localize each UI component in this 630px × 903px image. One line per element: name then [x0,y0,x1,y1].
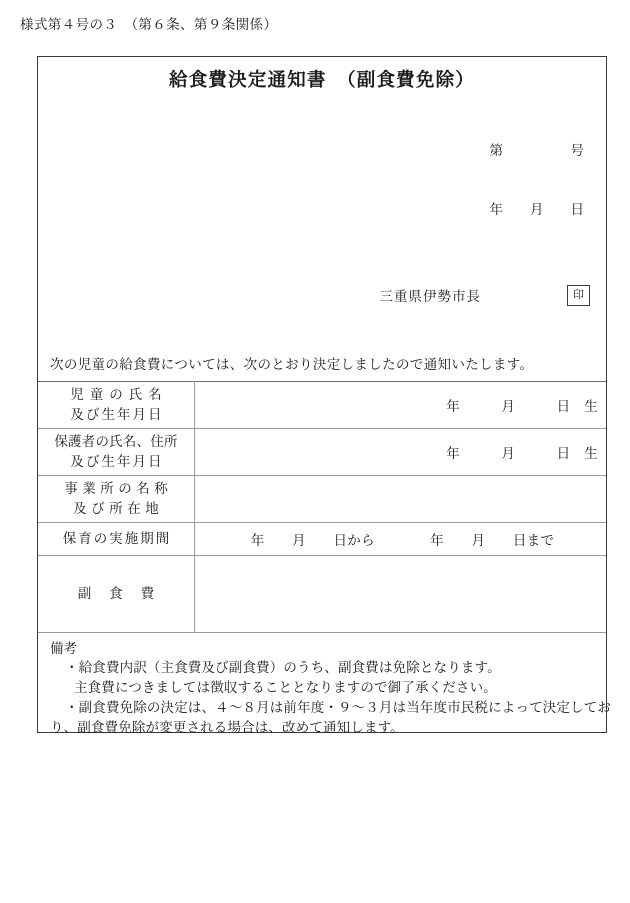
table-row [38,522,606,555]
document-frame [37,56,611,736]
row-value-facility[interactable] [195,475,607,522]
table-row [38,428,606,475]
remarks-section [38,633,611,739]
row-label-facility [38,475,195,522]
row-label-line2: 及び生年月日 [70,453,164,469]
document-date-line: 年 月 日 [489,201,584,217]
row-label-guardian [38,428,195,475]
row-label-side-dish-fee [38,555,195,632]
row-value-care-period[interactable] [195,522,607,555]
table-row [38,381,606,428]
remarks-title: 備考 [50,640,78,656]
decision-table [38,381,606,633]
table-row [38,555,606,632]
row-value-side-dish-fee[interactable] [195,555,607,632]
row-label-line1: 副食費 [77,585,173,601]
table-row [38,475,606,522]
row-label-child-name [38,381,195,428]
page-title: 給食費決定通知書 （副食費免除） [169,70,475,91]
row-value-text: 年 月 日 生 [446,445,598,461]
remarks-line: ・給食費内訳（主食費及び副食費）のうち、副食費は免除となります。 [65,660,501,676]
row-value-guardian[interactable] [195,428,607,475]
row-value-text: 年 月 日 生 [446,398,598,414]
row-label-line1: 保護者の氏名、住所 [54,433,178,449]
document-number-line: 第 号 [489,143,584,159]
row-label-line1: 保育の実施期間 [62,530,172,546]
row-label-line2: 及び所在地 [73,500,164,516]
form-number-label: 様式第４号の３ （第６条、第９条関係） [20,17,278,32]
row-value-child-name[interactable] [195,381,607,428]
seal-stamp-box: 印 [567,285,590,306]
row-label-line2: 及び生年月日 [70,406,164,422]
remarks-line: ・副食費免除の決定は、４～８月は前年度・９～３月は当年度市民税によって決定してお [65,700,611,716]
issuer-name: 三重県伊勢市長 [379,289,481,304]
remarks-line: 主食費につきましては徴収することとなりますので御了承ください。 [74,680,497,696]
issuer-row [38,285,606,306]
row-label-line1: 児童の氏名 [70,386,168,402]
row-label-care-period [38,522,195,555]
intro-sentence: 次の児童の給食費については、次のとおり決定しましたので通知いたします。 [50,356,534,372]
number-date-block [38,102,606,259]
row-label-line1: 事業所の名称 [64,480,173,496]
remarks-line: り、副食費免除が変更される場合は、改めて通知します。 [50,720,404,736]
row-value-text: 年 月 日から 年 月 日まで [250,532,555,548]
